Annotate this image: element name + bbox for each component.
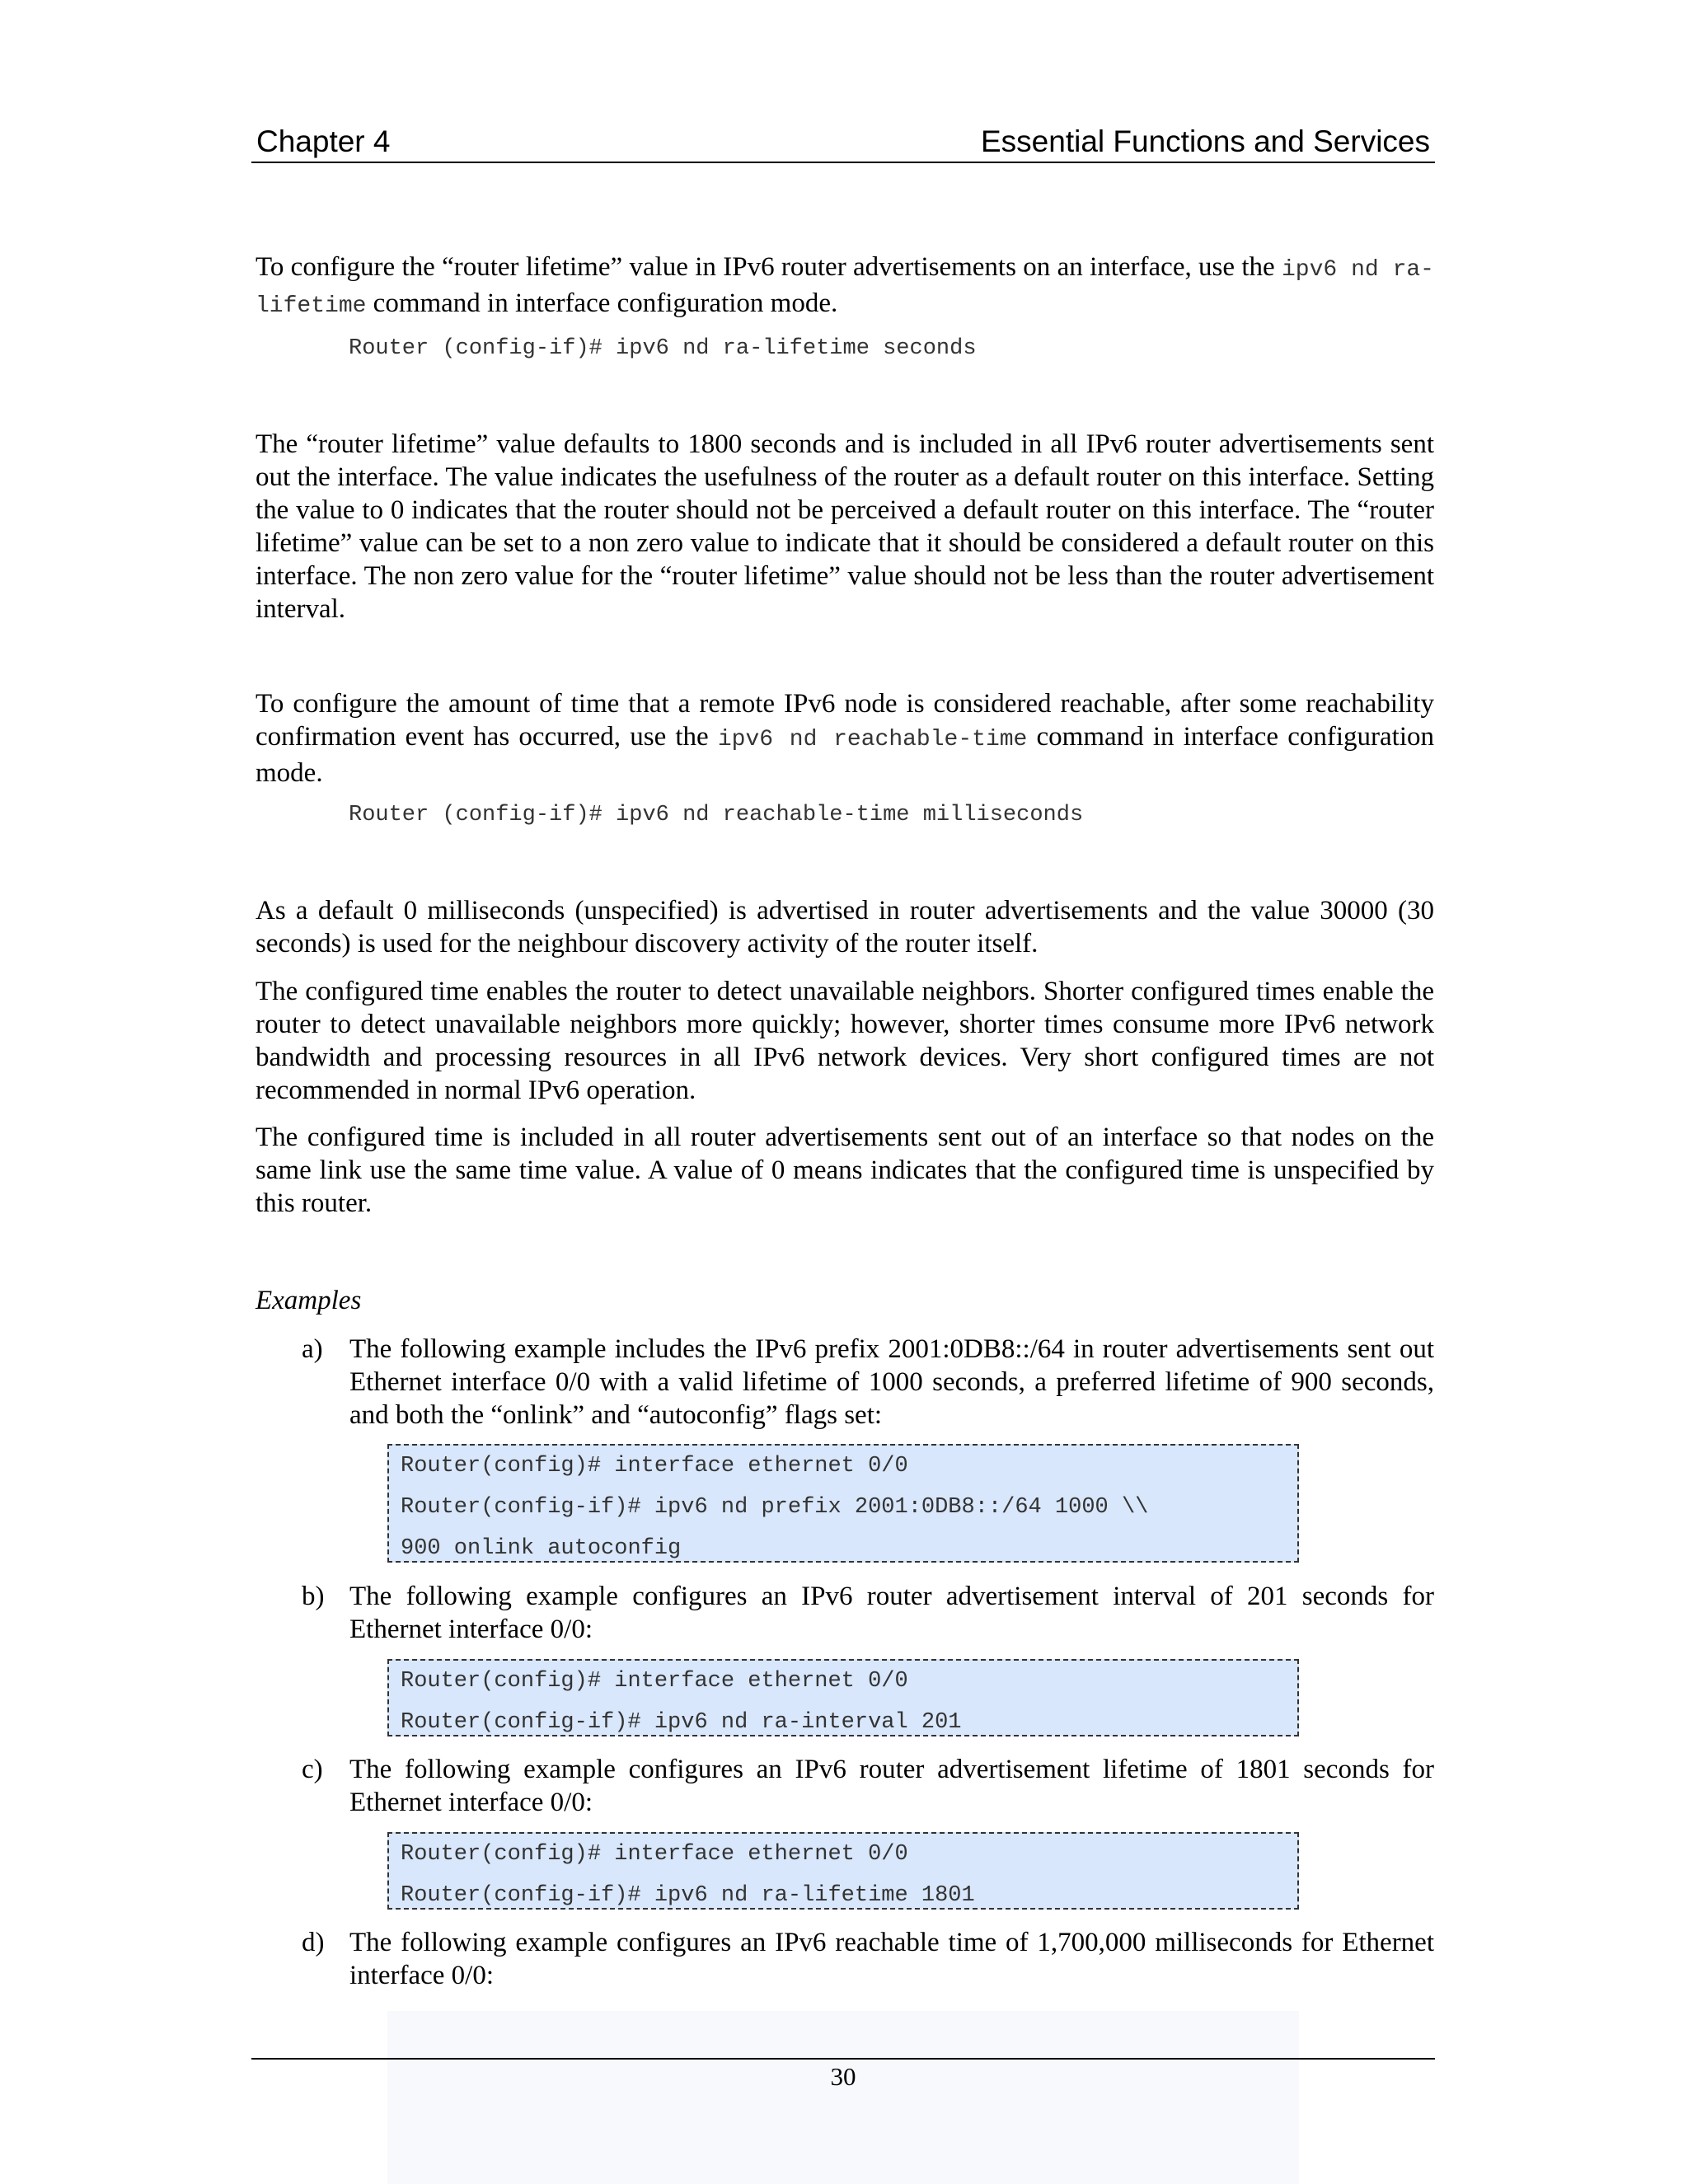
code-block: [387, 1832, 1299, 1910]
example-text: The following example configures an IPv6 router advertisement interval of 201 seconds for Ethernet interface 0/0:: [349, 1582, 1434, 1644]
list-marker: d): [302, 1928, 325, 1957]
paragraph-text: To configure the “router lifetime” value in IPv6 router advertisements on an interface, use the: [256, 252, 1282, 282]
paragraph-text: The configured time is included in all router advertisements sent out of an interface so that nodes on the same link use the same time value. A value of 0 means indicates that the configured time is unspecified by this router.: [256, 1122, 1434, 1218]
footer-rule: [251, 2058, 1435, 2060]
code-line: Router(config)# interface ethernet 0/0: [401, 1842, 908, 1867]
paragraph-ra-lifetime: [256, 251, 1434, 323]
examples-heading: Examples: [256, 1286, 362, 1315]
list-marker: b): [302, 1582, 325, 1611]
paragraph-router-advertisements: [256, 1121, 1434, 1220]
example-item: [302, 1580, 1434, 1646]
example-item: [302, 1926, 1434, 1992]
inline-command: ipv6 nd reachable-time: [717, 727, 1028, 752]
code-block: [387, 1444, 1299, 1563]
paragraph-lifetime-description: [256, 428, 1434, 626]
example-item: [302, 1333, 1434, 1432]
example-text: The following example configures an IPv6 router advertisement lifetime of 1801 seconds for Ethernet interface 0/0:: [349, 1755, 1434, 1817]
paragraph-reachable-time: [256, 687, 1434, 790]
page-number: 30: [830, 2062, 856, 2091]
paragraph-default-value: [256, 894, 1434, 960]
paragraph-text: command in interface configuration mode.: [256, 722, 1434, 788]
code-line: Router(config-if)# ipv6 nd ra-interval 201: [401, 1710, 962, 1735]
code-line: Router(config-if)# ipv6 nd prefix 2001:0DB8::/64 1000 \\: [401, 1495, 1149, 1520]
code-line: Router(config)# interface ethernet 0/0: [401, 1454, 908, 1479]
paragraph-text: command in interface configuration mode.: [366, 288, 838, 318]
code-block: [387, 1659, 1299, 1736]
example-text: The following example includes the IPv6 prefix 2001:0DB8::/64 in router advertisements sent out Ethernet interface 0/0 with a valid lifetime of 1000 seconds, a preferred lifetime of 900 seconds, and both the “onlink” and “autoconfig” flags set:: [349, 1334, 1434, 1430]
command-syntax-reachable-time: Router (config-if)# ipv6 nd reachable-time milliseconds: [349, 803, 1084, 827]
code-line: Router(config)# interface ethernet 0/0: [401, 1669, 908, 1694]
example-text: The following example configures an IPv6 reachable time of 1,700,000 milliseconds for Ethernet interface 0/0:: [349, 1928, 1434, 1990]
inline-command: ipv6 nd ra-lifetime: [256, 257, 1434, 319]
example-item: [302, 1753, 1434, 1819]
page-header: [251, 124, 1435, 163]
code-line: 900 onlink autoconfig: [401, 1536, 682, 1561]
paragraph-text: To configure the amount of time that a remote IPv6 node is considered reachable, after some reachability confirmation event has occurred, use the: [256, 689, 1434, 752]
paragraph-configured-time: [256, 975, 1434, 1107]
code-line: Router(config-if)# ipv6 nd ra-lifetime 1801: [401, 1883, 975, 1908]
list-marker: c): [302, 1755, 323, 1784]
paragraph-text: The “router lifetime” value defaults to 1800 seconds and is included in all IPv6 router advertisements sent out the interface. The value indicates the usefulness of the router as a default router on this interface. Setting the value to 0 indicates that the router should not be perceived a default router on this interface. The “router lifetime” value can be set to a non zero value to indicate that it should be considered a default router on this interface. The non zero value for the “router lifetime” value should not be less than the router advertisement interval.: [256, 429, 1434, 624]
faded-code-block-background: [387, 2011, 1299, 2184]
command-syntax-ra-lifetime: Router (config-if)# ipv6 nd ra-lifetime seconds: [349, 336, 977, 361]
section-title: Essential Functions and Services: [981, 124, 1430, 158]
chapter-label: Chapter 4: [256, 124, 391, 158]
list-marker: a): [302, 1334, 323, 1364]
paragraph-text: As a default 0 milliseconds (unspecified) is advertised in router advertisements and the value 30000 (30 seconds) is used for the neighbour discovery activity of the router itself.: [256, 896, 1434, 958]
paragraph-text: The configured time enables the router to detect unavailable neighbors. Shorter configured times enable the router to detect unavailable neighbors more quickly; however, shorter times consume more IPv6 network bandwidth and processing resources in all IPv6 network devices. Very short configured times are not recommended in normal IPv6 operation.: [256, 977, 1434, 1105]
